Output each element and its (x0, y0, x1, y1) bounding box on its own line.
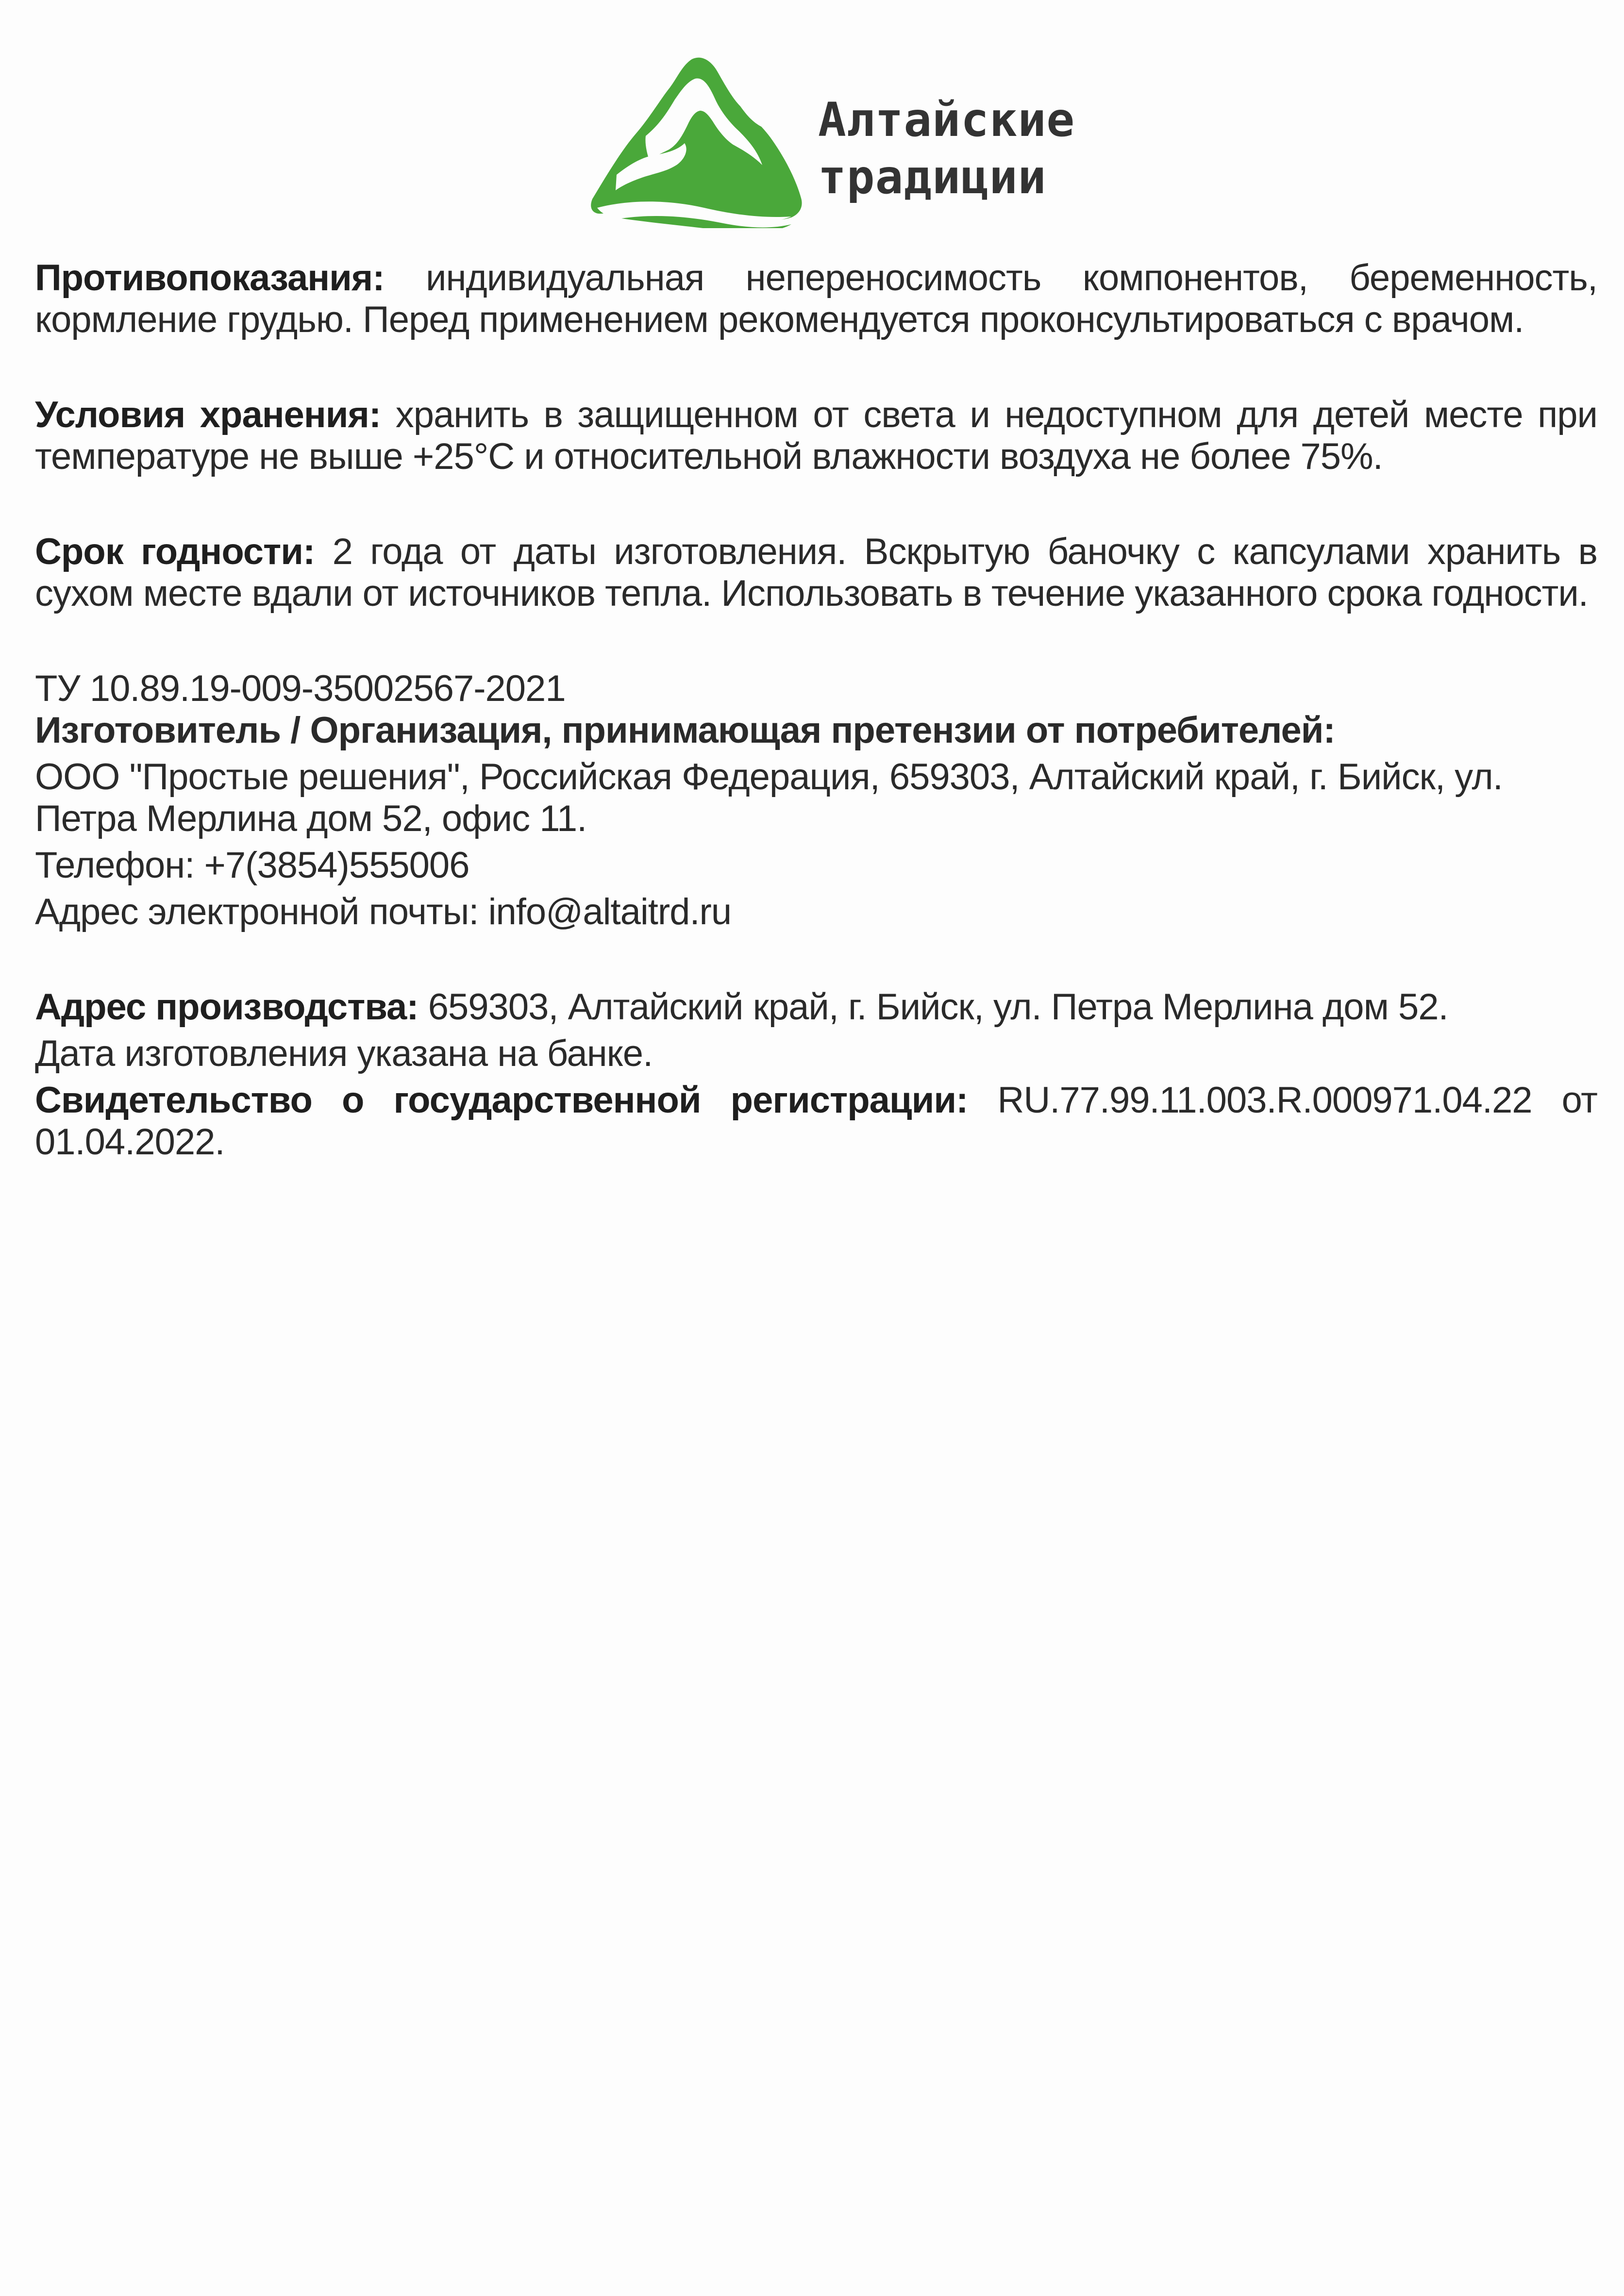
label-text-content (35, 257, 1597, 1163)
brand-name (818, 91, 1075, 206)
storage-text: хранить в защищенном от света и недоступном для детей месте при температуре не выше +25°C и относительной влажности воздуха не более 75%. (35, 394, 1598, 477)
brand-logo (587, 53, 1075, 228)
manufacturer-label: Изготовитель / Организация, принимающая претензии от потребителей: (35, 710, 1335, 751)
contraindications-label: Противопоказания: (35, 257, 385, 299)
registration-section (35, 1080, 1597, 1163)
tu-number: ТУ 10.89.19-009-35002567-2021 (35, 668, 566, 709)
brand-line-2: традиции (818, 150, 1047, 204)
production-address (35, 986, 1597, 1028)
mountain-logo-icon (587, 53, 806, 228)
manufacturer-address: ООО "Простые решения", Российская Федерация, 659303, Алтайский край, г. Бийск, ул. Петра Мерлина дом 52, офис 11. (35, 756, 1503, 839)
production-label: Адрес производства: (35, 986, 419, 1028)
production-text: 659303, Алтайский край, г. Бийск, ул. Петра Мерлина дом 52. (428, 986, 1448, 1028)
brand-line-1: Алтайские (818, 93, 1075, 147)
production-section (35, 986, 1597, 1163)
shelf-life-label: Срок годности: (35, 531, 315, 572)
registration-text: RU.77.99.11.003.R.000971.04.22 от 01.04.2022. (35, 1080, 1597, 1163)
registration-label: Свидетельство о государственной регистрации: (35, 1080, 968, 1121)
contraindications-text: индивидуальная непереносимость компонентов, беременность, кормление грудью. Перед применением рекомендуется проконсультироваться с врачом. (35, 257, 1597, 340)
shelf-life-section (35, 531, 1597, 615)
shelf-life-text: 2 года от даты изготовления. Вскрытую баночку с капсулами хранить в сухом месте вдали от источников тепла. Использовать в течение указанного срока годности. (35, 531, 1597, 614)
manufacturer-section (35, 668, 1597, 933)
manufacturer-email: Адрес электронной почты: info@altaitrd.ru (35, 891, 732, 932)
storage-section (35, 394, 1597, 478)
contraindications-section (35, 257, 1597, 341)
storage-label: Условия хранения: (35, 394, 381, 435)
manufacturer-phone: Телефон: +7(3854)555006 (35, 845, 469, 886)
production-date-note: Дата изготовления указана на банке. (35, 1033, 653, 1074)
